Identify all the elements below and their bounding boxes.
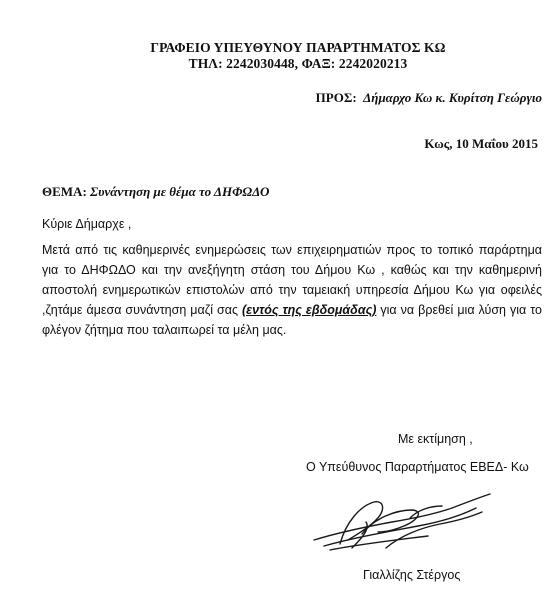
- letterhead-office: ΓΡΑΦΕΙΟ ΥΠΕΥΘΥΝΟΥ ΠΑΡΑΡΤΗΜΑΤΟΣ ΚΩ: [150, 40, 446, 55]
- body-part-1: Μετά από τις καθημερινές ενημερώσεις των επιχειρηματιών προς το τοπικό παράρτημα για το ΔΗΦΩΔΟ και την ανεξήγητη στάση του Δήμου Κω , καθώς και την καθημερινή αποστολή ενημερωτικών επιστολών από την ταμειακή υπηρεσία Δήμου Κω για οφειλές ,ζητάμε άμεσα συνάντηση μαζί σας: [42, 243, 542, 317]
- handwritten-signature: [300, 488, 500, 558]
- body-part-2: για να βρεθεί μια λύση για το φλέγον ζήτημα που ταλαιπωρεί τα μέλη μας.: [42, 303, 542, 337]
- letter-date: Κως, 10 Μαΐου 2015: [424, 136, 538, 151]
- recipient-label: ΠΡΟΣ:: [315, 90, 357, 105]
- sender-name: Γιαλλίζης Στέργος: [363, 568, 461, 582]
- closing-phrase: Με εκτίμηση ,: [398, 432, 473, 446]
- recipient-line: [316, 90, 542, 106]
- subject-label: ΘΕΜΑ:: [42, 184, 87, 199]
- body-emphasis: (εντός της εβδομάδας): [241, 303, 377, 317]
- greeting: Κύριε Δήμαρχε ,: [42, 217, 132, 231]
- recipient-name: Δήμαρχο Κω κ. Κυρίτση Γεώργιο: [363, 90, 542, 105]
- subject-line: [42, 184, 269, 200]
- subject-text: Συνάντηση με θέμα το ΔΗΦΩΔΟ: [90, 184, 270, 199]
- sender-title: Ο Υπεύθυνος Παραρτήματος ΕΒΕΔ- Κω: [306, 460, 529, 474]
- letterhead-phones: ΤΗΛ: 2242030448, ΦΑΞ: 2242020213: [188, 56, 408, 71]
- letter-body: [42, 240, 542, 340]
